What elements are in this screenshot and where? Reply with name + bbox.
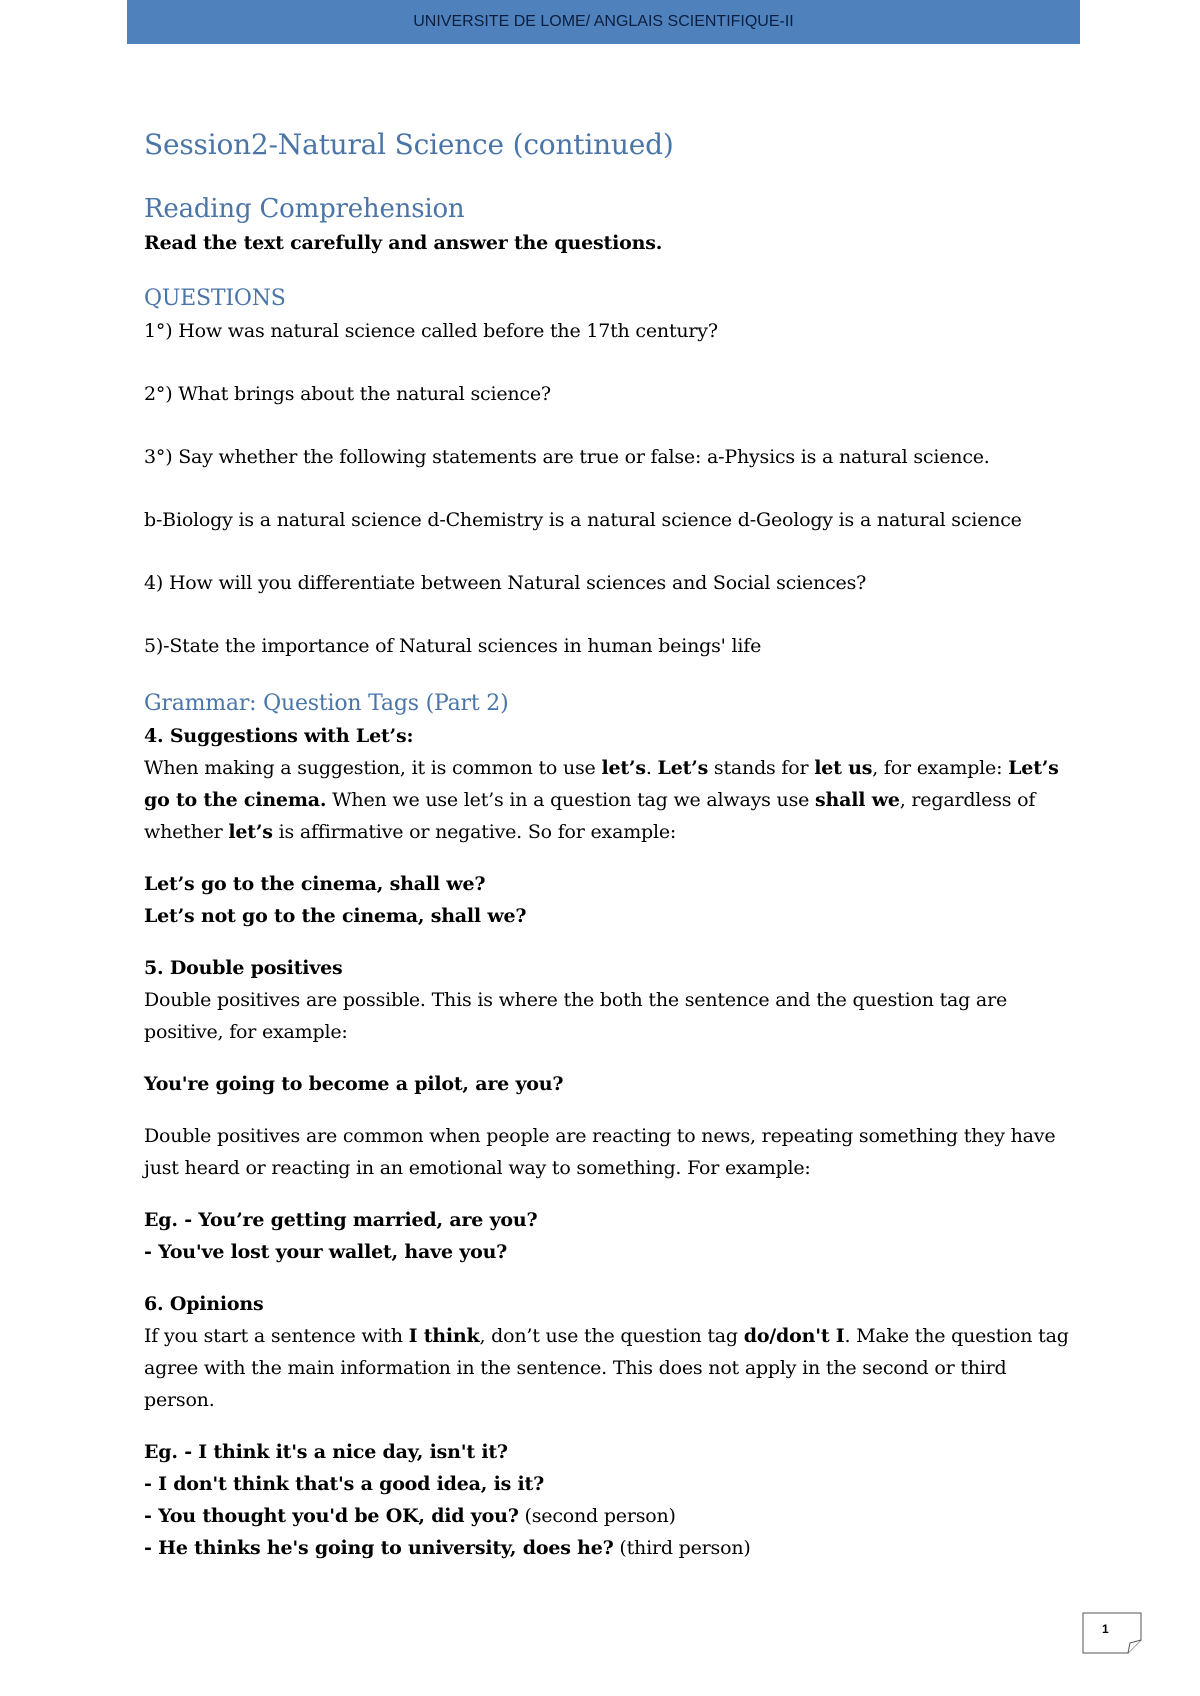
- question-item: 4) How will you differentiate between Natural sciences and Social sciences?: [144, 572, 867, 594]
- question-item: b-Biology is a natural science d-Chemistry is a natural science d-Geology is a natural science: [144, 509, 1022, 531]
- question-item: 1°) How was natural science called before the 17th century?: [144, 320, 718, 342]
- questions-heading: QUESTIONS: [144, 286, 286, 311]
- reading-instruction: Read the text carefully and answer the questions.: [144, 232, 663, 254]
- example-sentence: Eg. - I think it's a nice day, isn't it?: [144, 1441, 508, 1463]
- section-6-title: 6. Opinions: [144, 1293, 264, 1315]
- example-sentence: - I don't think that's a good idea, is it?: [144, 1473, 545, 1495]
- question-item: 2°) What brings about the natural science?: [144, 383, 551, 405]
- section-5-title: 5. Double positives: [144, 957, 343, 979]
- section-6-paragraph: If you start a sentence with I think, don’t use the question tag do/don't I. Make the question tag agree with the main information in the sentence. This does not apply in the second or third person.: [144, 1325, 1069, 1411]
- section-4-title: 4. Suggestions with Let’s:: [144, 725, 414, 747]
- example-sentence: Let’s not go to the cinema, shall we?: [144, 905, 527, 927]
- page-number: 1: [1102, 1622, 1109, 1636]
- page-number-badge: [1082, 1612, 1142, 1654]
- header-text: UNIVERSITE DE LOME/ ANGLAIS SCIENTIFIQUE-II: [413, 13, 794, 30]
- example-sentence: - He thinks he's going to university, does he? (third person): [144, 1537, 751, 1559]
- example-sentence: Let’s go to the cinema, shall we?: [144, 873, 486, 895]
- section-5-paragraph: Double positives are common when people are reacting to news, repeating something they have just heard or reacting in an emotional way to something. For example:: [144, 1125, 1056, 1179]
- page-header: [127, 0, 1080, 44]
- example-sentence: - You thought you'd be OK, did you? (second person): [144, 1505, 676, 1527]
- grammar-heading: Grammar: Question Tags (Part 2): [144, 691, 509, 716]
- session-title: Session2-Natural Science (continued): [144, 128, 674, 161]
- document-body: [144, 120, 1074, 1564]
- question-item: 3°) Say whether the following statements are true or false: a-Physics is a natural science.: [144, 446, 990, 468]
- example-sentence: Eg. - You’re getting married, are you?: [144, 1209, 538, 1231]
- section-4-paragraph: When making a suggestion, it is common to use let’s. Let’s stands for let us, for example: Let’s go to the cinema. When we use let’s in a question tag we always use shall we, regardless of whether let’s is affirmative or negative. So for example:: [144, 757, 1059, 843]
- example-sentence: - You've lost your wallet, have you?: [144, 1241, 508, 1263]
- example-sentence: You're going to become a pilot, are you?: [144, 1073, 564, 1095]
- question-item: 5)-State the importance of Natural sciences in human beings' life: [144, 635, 762, 657]
- folded-page-icon: [1082, 1612, 1142, 1654]
- section-5-paragraph: Double positives are possible. This is where the both the sentence and the question tag are positive, for example:: [144, 989, 1007, 1043]
- reading-heading: Reading Comprehension: [144, 194, 465, 224]
